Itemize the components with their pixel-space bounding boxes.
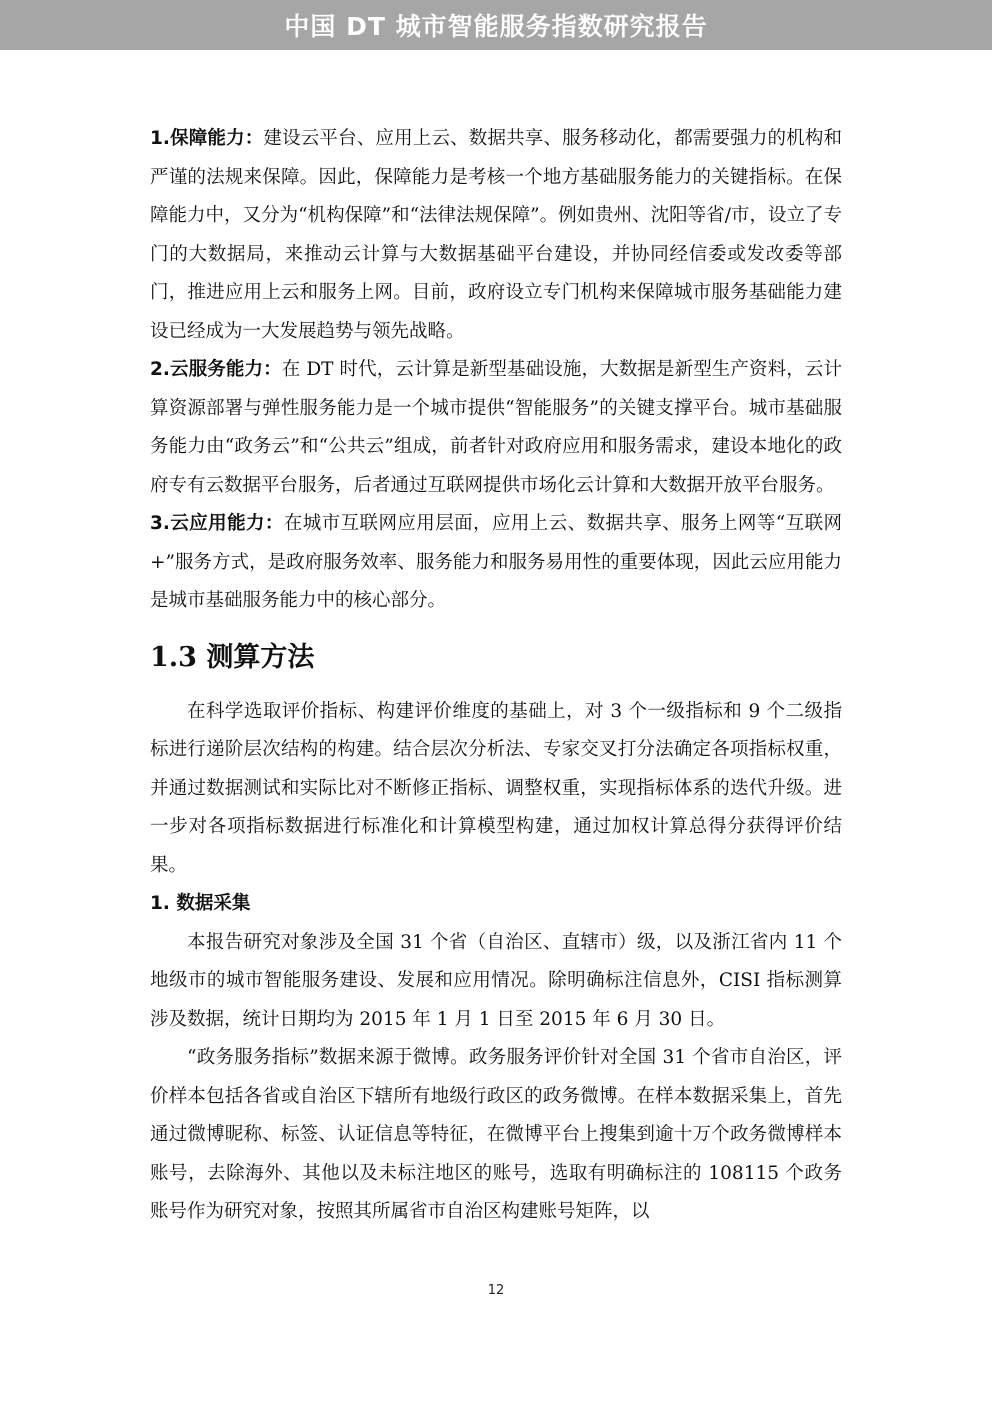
paragraph-data-scope: 本报告研究对象涉及全国 31 个省（自治区、直辖市）级，以及浙江省内 11 个地级市的城市智能服务建设、发展和应用情况。除明确标注信息外，CISI 指标测算涉及数据，统计日期均为 2015 年 1 月 1 日至 2015 年 6 月 30 日。 [150, 931, 842, 1030]
paragraph-data-source: “政务服务指标”数据来源于微博。政务服务评价针对全国 31 个省市自治区，评价样本包括各省或自治区下辖所有地级行政区的政务微博。在样本数据采集上，首先通过微博昵称、标签、认证信息等特征，在微博平台上搜集到逾十万个政务微博样本账号，去除海外、其他以及未标注地区的账号，选取有明确标注的 108115 个政务账号作为研究对象，按照其所属省市自治区构建账号矩阵，以 [150, 1047, 842, 1222]
page-number: 12 [487, 1283, 505, 1298]
paragraph-lead: 1.保障能力： [150, 128, 264, 149]
page-content [150, 120, 842, 1232]
paragraph-text: 在城市互联网应用层面，应用上云、数据共享、服务上网等“互联网+”服务方式，是政府服务效率、服务能力和服务易用性的重要体现，因此云应用能力是城市基础服务能力中的核心部分。 [150, 513, 842, 611]
paragraph-lead: 3.云应用能力： [150, 513, 284, 534]
paragraph-text: 建设云平台、应用上云、数据共享、服务移动化，都需要强力的机构和严谨的法规来保障。因此，保障能力是考核一个地方基础服务能力的关键指标。在保障能力中，又分为“机构保障”和“法律法规保障”。例如贵州、沈阳等省/市，设立了专门的大数据局，来推动云计算与大数据基础平台建设，并协同经信委或发改委等部门，推进应用上云和服务上网。目前，政府设立专门机构来保障城市服务基础能力建设已经成为一大发展趋势与领先战略。 [150, 128, 842, 342]
section-title: 1.3 测算方法 [150, 641, 315, 673]
report-header [0, 0, 992, 50]
report-title: 中国 DT 城市智能服务指数研究报告 [284, 12, 708, 41]
paragraph-lead: 2.云服务能力： [150, 359, 282, 380]
paragraph-methodology: 在科学选取评价指标、构建评价维度的基础上，对 3 个一级指标和 9 个二级指标进行递阶层次结构的构建。结合层次分析法、专家交叉打分法确定各项指标权重，并通过数据测试和实际比对不断修正指标、调整权重，实现指标体系的迭代升级。进一步对各项指标数据进行标准化和计算模型构建，通过加权计算总得分获得评价结果。 [150, 700, 842, 876]
paragraph-cloud-application-capability [150, 505, 842, 621]
paragraph-text: 在 DT 时代，云计算是新型基础设施，大数据是新型生产资料，云计算资源部署与弹性服务能力是一个城市提供“智能服务”的关键支撑平台。城市基础服务能力由“政务云”和“公共云”组成，前者针对政府应用和服务需求，建设本地化的政府专有云数据平台服务，后者通过互联网提供市场化云计算和大数据开放平台服务。 [150, 359, 843, 496]
paragraph-cloud-service-capability [150, 351, 842, 505]
paragraph-support-capability [150, 120, 842, 351]
subsection-title: 1. 数据采集 [150, 893, 251, 914]
